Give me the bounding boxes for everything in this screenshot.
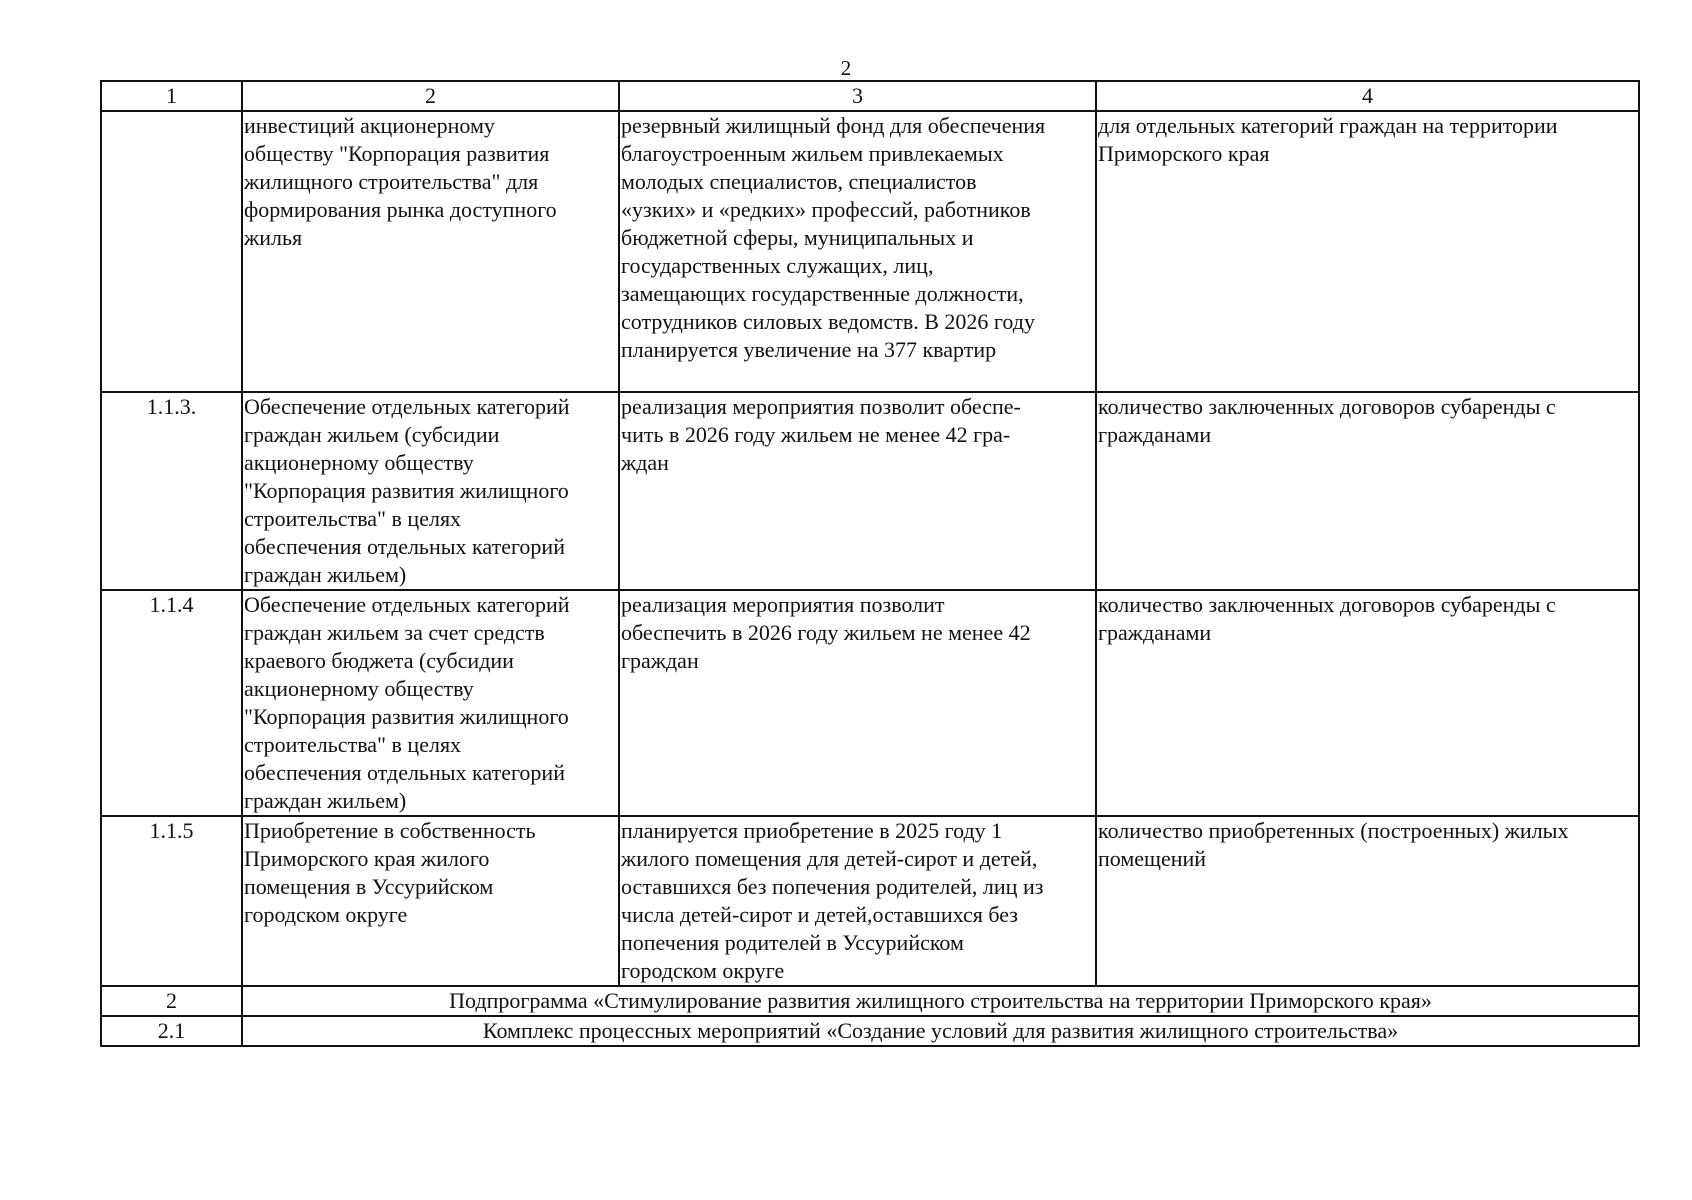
row-number: 1.1.4	[101, 590, 242, 816]
table-row	[101, 392, 1639, 590]
measure-name: Приобретение в собственность Приморского края жилого помещения в Уссурийском городском округе	[242, 816, 619, 986]
measure-indicator: количество заключенных договоров субаренды с гражданами	[1096, 590, 1639, 816]
table-row	[101, 590, 1639, 816]
table-row	[101, 111, 1639, 392]
measure-description: резервный жилищный фонд для обеспечения благоустроенным жильем привлекаемых молодых специалистов, специалистов «узких» и «редких» профессий, работников бюджетной сферы, муниципальных и государственных служащих, лиц, замещающих государственные должности, сотрудников силовых ведомств. В 2026 году планируется увеличение на 377 квартир	[619, 111, 1096, 392]
row-number: 2.1	[101, 1016, 242, 1046]
program-table	[100, 80, 1640, 1047]
column-header: 1	[101, 81, 242, 111]
subprogram-row	[101, 986, 1639, 1016]
measure-indicator: количество приобретенных (построенных) жилых помещений	[1096, 816, 1639, 986]
row-number: 1.1.3.	[101, 392, 242, 590]
page-number: 2	[840, 56, 852, 80]
process-complex-title: Комплекс процессных мероприятий «Создание условий для развития жилищного строительства»	[242, 1016, 1639, 1046]
row-number: 2	[101, 986, 242, 1016]
table-header-row	[101, 81, 1639, 111]
measure-name: Обеспечение отдельных категорий граждан жильем за счет средств краевого бюджета (субсидии акционерному обществу "Корпорация развития жилищного строительства" в целях обеспечения отдельных категорий граждан жильем)	[242, 590, 619, 816]
column-header: 4	[1096, 81, 1639, 111]
measure-indicator: количество заключенных договоров субаренды с гражданами	[1096, 392, 1639, 590]
measure-indicator: для отдельных категорий граждан на территории Приморского края	[1096, 111, 1639, 392]
row-number	[101, 111, 242, 392]
process-complex-row	[101, 1016, 1639, 1046]
measure-name: Обеспечение отдельных категорий граждан жильем (субсидии акционерному обществу "Корпорация развития жилищного строительства" в целях обеспечения отдельных категорий граждан жильем)	[242, 392, 619, 590]
table-row	[101, 816, 1639, 986]
subprogram-title: Подпрограмма «Стимулирование развития жилищного строительства на территории Приморского края»	[242, 986, 1639, 1016]
column-header: 2	[242, 81, 619, 111]
measure-name: инвестиций акционерному обществу "Корпорация развития жилищного строительства" для формирования рынка доступного жилья	[242, 111, 619, 392]
measure-description: реализация мероприятия позволит обеспечить в 2026 году жильем не менее 42 граждан	[619, 590, 1096, 816]
column-header: 3	[619, 81, 1096, 111]
measure-description: реализация мероприятия позволит обеспе- чить в 2026 году жильем не менее 42 гра- ждан	[619, 392, 1096, 590]
measure-description: планируется приобретение в 2025 году 1 жилого помещения для детей-сирот и детей, оставшихся без попечения родителей, лиц из числа детей-сирот и детей,оставшихся без попечения родителей в Уссурийском городском округе	[619, 816, 1096, 986]
row-number: 1.1.5	[101, 816, 242, 986]
